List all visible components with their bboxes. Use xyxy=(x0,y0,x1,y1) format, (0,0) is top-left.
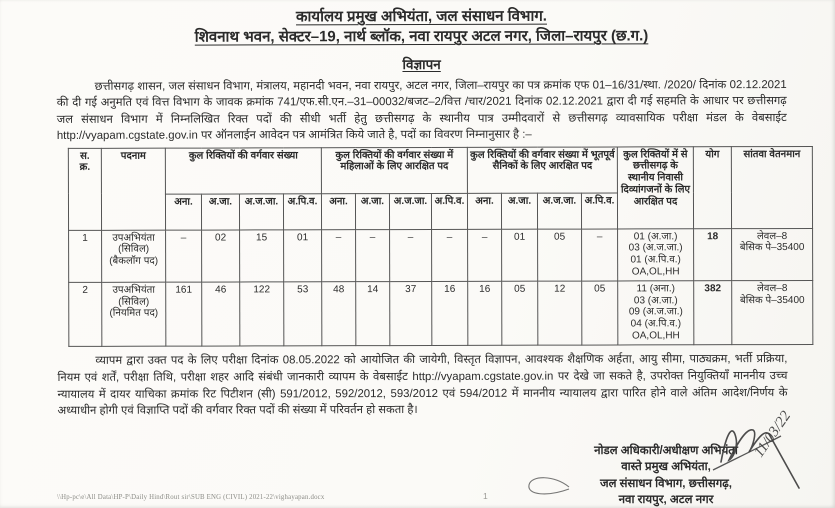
cell-serial: 1 xyxy=(69,230,102,282)
col-serial: स. क्र. xyxy=(68,148,101,230)
cell-total-vacancy-1: 02 xyxy=(202,230,240,282)
cell-post: उपअभियंता (सिविल) (नियमित पद) xyxy=(102,282,166,346)
office-address xyxy=(57,26,787,48)
col-sub-women-2: अ.ज.जा. xyxy=(389,193,431,229)
cell-exservicemen-reserved-1: 05 xyxy=(502,281,538,345)
table-row xyxy=(69,280,813,346)
file-path: \\Hp-pc\e\All Data\HP-P\Daily Hind\Rout sir\SUB ENG (CIVIL) 2021-22\vighayapan.docx xyxy=(57,494,325,501)
cell-pay-scale: लेवल–8 बेसिक पे–35400 xyxy=(732,228,813,280)
cell-exservicemen-reserved-0: 16 xyxy=(468,281,502,345)
cell-total-vacancy-0: – xyxy=(166,230,202,282)
signature-line-2: जल संसाधन विभाग, छत्तीसगढ़, xyxy=(600,476,732,490)
cell-exservicemen-reserved-2: 05 xyxy=(538,229,582,281)
office-address-text: शिवनाथ भवन, सेक्टर–19, नार्थ ब्लॉक, नवा रायपुर अटल नगर, जिला–रायपुर (छ.ग.) xyxy=(194,27,649,46)
cell-disabled-reserved: 11 (अना.) 03 (अ.जा.) 09 (अ.ज.जा.) 04 (अ.पि.व.) OA,OL,HH xyxy=(618,281,694,345)
cell-total-vacancy-0: 161 xyxy=(166,282,202,346)
office-title xyxy=(56,6,786,28)
handwritten-date: 11/03/22 xyxy=(751,408,795,461)
cell-women-reserved-3: – xyxy=(432,229,468,281)
col-group-total-vacancies: कुल रिक्तियों की वर्गवार संख्या xyxy=(165,147,321,193)
cell-women-reserved-3: 16 xyxy=(432,281,468,345)
cell-exservicemen-reserved-3: 05 xyxy=(582,281,618,345)
page-title xyxy=(57,54,787,74)
col-sub-total-2: अ.ज.जा. xyxy=(239,193,283,229)
signature-line-1: वास्ते प्रमुख अभियंता, xyxy=(621,460,711,474)
cell-total-vacancy-2: 122 xyxy=(240,282,284,346)
cell-exservicemen-reserved-0: – xyxy=(468,229,502,281)
cell-exservicemen-reserved-3: – xyxy=(582,229,618,281)
vacancy-table xyxy=(68,146,814,347)
cell-total: 18 xyxy=(694,228,732,280)
col-post: पदनाम xyxy=(101,148,165,230)
col-group-exservicemen-reserved: कुल रिक्तियों की वर्गवार संख्या में भूतपूर्व सैनिकों के लिए आरक्षित पद xyxy=(467,147,617,193)
cell-women-reserved-2: 37 xyxy=(390,281,432,345)
cell-exservicemen-reserved-1: 01 xyxy=(502,229,538,281)
col-disabled-reserved: कुल रिक्तियों में से छत्तीसगढ़ के स्थानीय निवासी दिव्यांगजनों के लिए आरक्षित पद xyxy=(617,146,693,228)
col-sub-exservicemen-2: अ.ज.जा. xyxy=(537,193,581,229)
intro-paragraph: छत्तीसगढ़ शासन, जल संसाधन विभाग, मंत्रालय, महानदी भवन, नवा रायपुर, अटल नगर, जिला–रायपुर का पत्र क्रमांक एफ 01–16/31/स्था. /2020/ दिनांक 02.12.2021 की दी गई अनुमति एवं वित्त विभाग के जावक क्रमांक 741/एफ.सी.एन.–31–00032/बजट–2/वित्त /चार/2021 दिनांक 02.12.2021 द्वारा दी गई सहमति के आधार पर छत्तीसगढ़ जल संसाधन विभाग में निम्नलिखित रिक्त पदों की सीधी भर्ती हेतु छत्तीसगढ़ के स्थानीय पात्र उम्मीदवारों से छत्तीसगढ़ व्यावसायिक परीक्षा मंडल के वेबसाईट http://vyapam.cgstate.gov.in पर ऑनलाईन आवेदन पत्र आमंत्रित किये जाते है, पदों का विवरण निम्नानुसार है :– xyxy=(56,78,787,143)
col-sub-total-3: अ.पि.व. xyxy=(283,193,321,229)
col-sub-exservicemen-0: अना. xyxy=(467,193,501,229)
signature-block xyxy=(541,443,791,508)
cell-disabled-reserved: 01 (अ.जा.) 03 (अ.ज.जा.) 01 (अ.पि.व.) OA,OL,HH xyxy=(618,228,694,280)
cell-total-vacancy-1: 46 xyxy=(202,282,240,346)
col-group-women-reserved: कुल रिक्तियों की वर्गवार संख्या में महिलाओं के लिए आरक्षित पद xyxy=(321,147,467,193)
page-title-text: विज्ञापन xyxy=(402,56,441,72)
col-sub-women-0: अना. xyxy=(321,193,355,229)
closing-paragraph: व्यापम द्वारा उक्त पद के लिए परीक्षा दिनांक 08.05.2022 को आयोजित की जायेगी, विस्तृत विज्ञापन, आवश्यक शैक्षणिक अर्हता, आयु सीमा, पाठ्यक्रम, भर्ती प्रक्रिया, नियम एवं शर्तें, परीक्षा तिथि, परीक्षा शहर आदि संबंधी जानकारी व्यापम के वेबसाईट http://vyapam.cgstate.gov.in पर देखे जा सकते है, उपरोक्त नियुक्तियाँ माननीय उच्च न्यायालय में दायर याचिका क्रमांक रिट पिटीशन (सी) 591/2012, 592/2012, 593/2012 एवं 594/2012 में माननीय न्यायालय द्वारा पारित होने वाले अंतिम आदेश/निर्णय के अध्याधीन होगी एवं विज्ञाप्ति पदों की वर्गवार रिक्त पदों की संख्या में परिवर्तन हो सकता है। xyxy=(57,352,788,418)
cell-total-vacancy-2: 15 xyxy=(240,229,284,281)
signature-line-3: नवा रायपुर, अटल नगर xyxy=(618,493,714,507)
table-header xyxy=(68,146,812,230)
table-body xyxy=(69,228,813,346)
col-pay-scale: सांतवा वेतनमान xyxy=(731,146,812,228)
table-row xyxy=(69,228,813,282)
col-total: योग xyxy=(693,146,731,228)
page-number: 1 xyxy=(483,491,488,501)
cell-women-reserved-0: – xyxy=(322,229,356,281)
col-sub-total-0: अना. xyxy=(165,194,201,230)
cell-total-vacancy-3: 53 xyxy=(284,282,322,346)
cell-post: उपअभियंता (सिविल) (बैकलॉग पद) xyxy=(102,230,166,282)
cell-women-reserved-2: – xyxy=(390,229,432,281)
cell-exservicemen-reserved-2: 12 xyxy=(538,281,582,345)
cell-women-reserved-1: – xyxy=(356,229,390,281)
cell-pay-scale: लेवल–8 बेसिक पे–35400 xyxy=(732,280,813,344)
col-sub-total-1: अ.जा. xyxy=(201,194,239,230)
cell-women-reserved-0: 48 xyxy=(322,281,356,345)
col-sub-women-1: अ.जा. xyxy=(355,193,389,229)
col-sub-exservicemen-3: अ.पि.व. xyxy=(581,193,617,229)
cell-total-vacancy-3: 01 xyxy=(284,229,322,281)
cell-total: 382 xyxy=(694,280,732,344)
cell-serial: 2 xyxy=(69,282,102,346)
office-title-text: कार्यालय प्रमुख अभियंता, जल संसाधन विभाग. xyxy=(295,7,547,26)
signature-lines xyxy=(541,443,791,508)
cell-women-reserved-1: 14 xyxy=(356,281,390,345)
col-sub-exservicemen-1: अ.जा. xyxy=(501,193,537,229)
col-sub-women-3: अ.पि.व. xyxy=(431,193,467,229)
signature-line-0: नोडल अधिकारी/अधीक्षण अभियंता xyxy=(594,444,738,457)
